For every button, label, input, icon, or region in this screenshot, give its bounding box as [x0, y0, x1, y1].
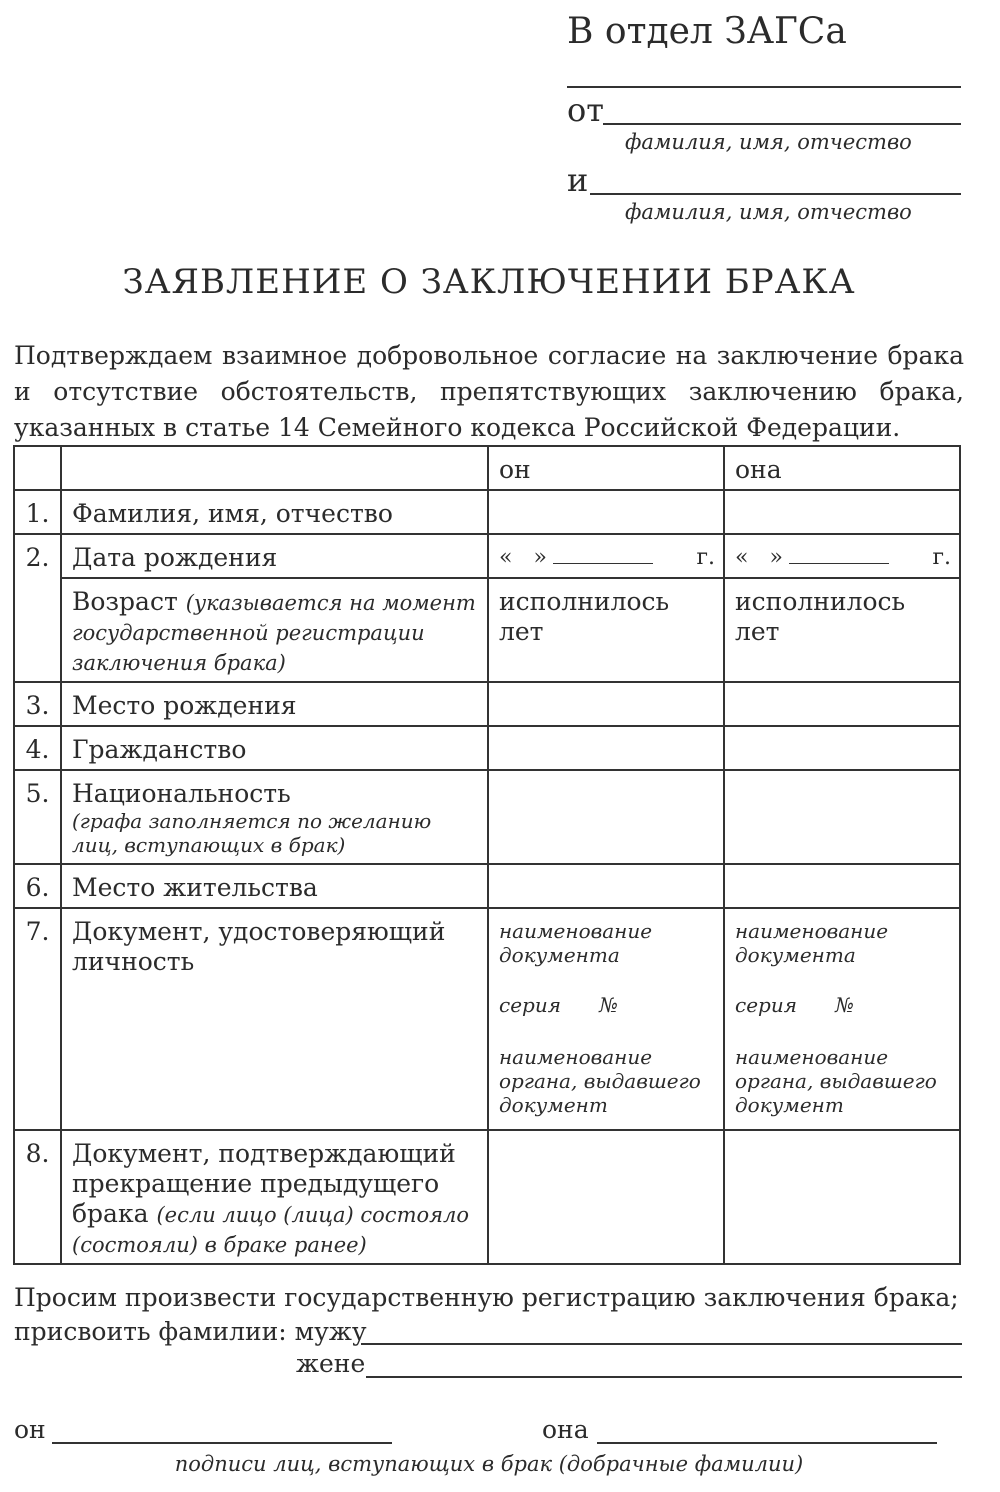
row-label [61, 1130, 488, 1264]
signature-she-line[interactable] [597, 1442, 937, 1444]
years-text: лет [499, 617, 544, 646]
quote-open: « [735, 545, 749, 570]
nationality-note: (графа заполняется по желанию лиц, вступающих в брак) [72, 809, 432, 857]
series-number-hint [499, 993, 715, 1017]
row-full-name [14, 490, 960, 534]
row-label: Место жительства [61, 864, 488, 908]
he-nationality-field[interactable] [488, 770, 724, 864]
table-header-row [14, 446, 960, 490]
wife-surname-line[interactable] [366, 1376, 962, 1378]
col-she-header: она [724, 446, 960, 490]
row-birth-place [14, 682, 960, 726]
signature-he-label: он [14, 1415, 46, 1444]
fulfilled-text: исполнилось [735, 587, 906, 616]
row-number: 5. [14, 770, 61, 864]
addressee-title: В отдел ЗАГСа [567, 11, 847, 52]
he-citizenship-field[interactable] [488, 726, 724, 770]
row-number: 1. [14, 490, 61, 534]
year-suffix: г. [932, 545, 951, 570]
row-label: Документ, удостоверяющий личность [61, 908, 488, 1130]
row-nationality [14, 770, 960, 864]
she-termination-field[interactable] [724, 1130, 960, 1264]
she-birth-date-field[interactable] [724, 534, 960, 578]
quote-open: « [499, 545, 513, 570]
row-number: 7. [14, 908, 61, 1130]
she-full-name-field[interactable] [724, 490, 960, 534]
nationality-label: Национальность [72, 779, 291, 808]
row-number: 6. [14, 864, 61, 908]
she-residence-field[interactable] [724, 864, 960, 908]
he-birth-date-field[interactable] [488, 534, 724, 578]
he-full-name-field[interactable] [488, 490, 724, 534]
he-termination-field[interactable] [488, 1130, 724, 1264]
document-title: ЗАЯВЛЕНИЕ О ЗАКЛЮЧЕНИИ БРАКА [122, 262, 856, 302]
row-number: 8. [14, 1130, 61, 1264]
issuer-hint: наименование органа, выдавшего документ [735, 1045, 937, 1117]
header-label-cell [61, 446, 488, 490]
issuer-hint: наименование органа, выдавшего документ [499, 1045, 701, 1117]
col-he-header: он [488, 446, 724, 490]
month-blank[interactable] [789, 543, 889, 564]
row-label: Дата рождения [61, 534, 488, 578]
he-identity-document-field[interactable] [488, 908, 724, 1130]
from-name-line[interactable] [603, 123, 961, 125]
years-text: лет [735, 617, 780, 646]
row-label: Место рождения [61, 682, 488, 726]
age-note: (указывается на момент государственной регистрации заключения брака) [72, 591, 476, 675]
request-text: Просим произвести государственную регистрацию заключения брака; [14, 1283, 959, 1312]
she-identity-document-field[interactable] [724, 908, 960, 1130]
doc-name-hint: наименование документа [499, 919, 653, 967]
number-hint: № [599, 993, 619, 1017]
from-label: от [567, 91, 604, 129]
she-age-field[interactable] [724, 578, 960, 682]
row-identity-document [14, 908, 960, 1130]
row-label: Фамилия, имя, отчество [61, 490, 488, 534]
header-num-cell [14, 446, 61, 490]
row-marriage-termination-document [14, 1130, 960, 1264]
age-label: Возраст [72, 587, 178, 616]
she-citizenship-field[interactable] [724, 726, 960, 770]
she-nationality-field[interactable] [724, 770, 960, 864]
husband-surname-label: присвоить фамилии: мужу [14, 1317, 367, 1346]
quote-close: » [769, 545, 783, 570]
termination-label: Документ, подтверждающий прекращение предыдущего брака [72, 1139, 456, 1228]
row-residence [14, 864, 960, 908]
series-hint: серия [735, 993, 797, 1017]
from-name-hint: фамилия, имя, отчество [625, 130, 912, 154]
series-number-hint [735, 993, 951, 1017]
and-label: и [567, 161, 589, 199]
and-name-hint: фамилия, имя, отчество [625, 200, 912, 224]
row-citizenship [14, 726, 960, 770]
row-label: Гражданство [61, 726, 488, 770]
application-table [13, 445, 961, 1265]
fulfilled-text: исполнилось [499, 587, 670, 616]
row-age [14, 578, 960, 682]
he-birth-place-field[interactable] [488, 682, 724, 726]
he-age-field[interactable] [488, 578, 724, 682]
signature-he-line[interactable] [52, 1442, 392, 1444]
row-label [61, 578, 488, 682]
month-blank[interactable] [553, 543, 653, 564]
department-line[interactable] [567, 86, 961, 88]
he-residence-field[interactable] [488, 864, 724, 908]
row-number: 2. [14, 534, 61, 682]
year-suffix: г. [696, 545, 715, 570]
intro-paragraph: Подтверждаем взаимное добровольное согласие на заключение брака и отсутствие обстоятельств, препятствующих заключению брака, указанных в статье 14 Семейного кодекса Российской Федерации. [14, 341, 964, 442]
quote-close: » [533, 545, 547, 570]
termination-note: (если лицо (лица) состояло (состояли) в браке ранее) [72, 1203, 470, 1257]
series-hint: серия [499, 993, 561, 1017]
row-number: 4. [14, 726, 61, 770]
signature-she-label: она [542, 1415, 589, 1444]
number-hint: № [835, 993, 855, 1017]
signature-hint: подписи лиц, вступающих в брак (добрачные фамилии) [174, 1452, 804, 1476]
husband-surname-line[interactable] [361, 1343, 962, 1345]
row-birth-date [14, 534, 960, 578]
wife-surname-label: жене [296, 1349, 366, 1378]
doc-name-hint: наименование документа [735, 919, 889, 967]
row-number: 3. [14, 682, 61, 726]
row-label [61, 770, 488, 864]
and-name-line[interactable] [590, 193, 961, 195]
she-birth-place-field[interactable] [724, 682, 960, 726]
